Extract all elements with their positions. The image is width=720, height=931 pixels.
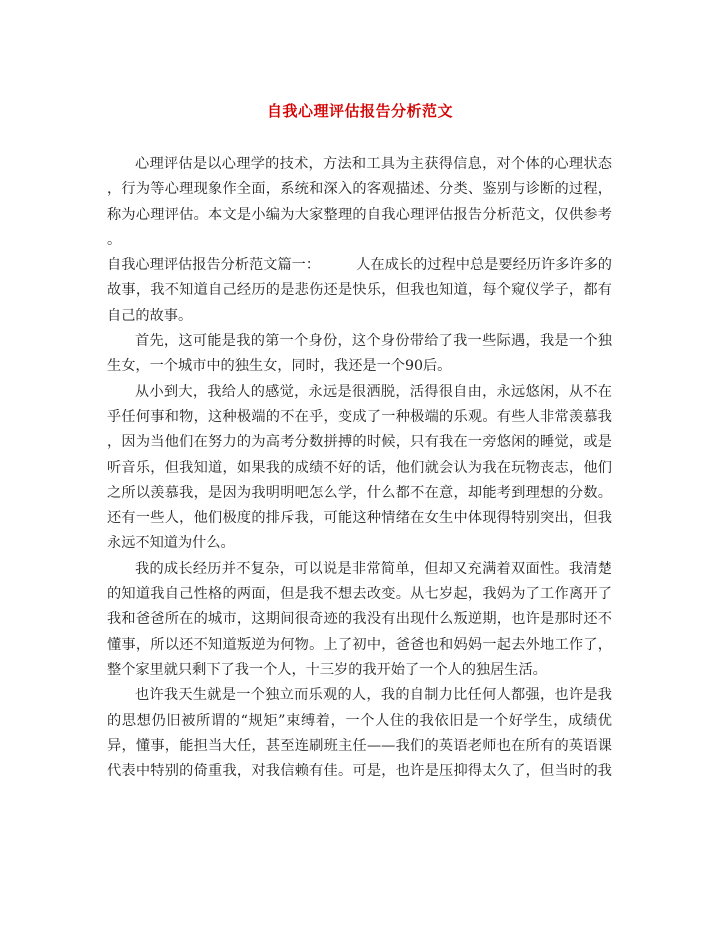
text-line: ，因为当他们在努力的为高考分数拼搏的时候，只有我在一旁悠闲的睡觉，或是: [107, 434, 612, 451]
text-line: 乎任何事和物，这种极端的不在乎，变成了一种极端的乐观。有些人非常羡慕我: [107, 408, 612, 425]
text-line: 之所以羡慕我，是因为我明明吧怎么学，什么都不在意，却能考到理想的分数。: [107, 484, 612, 501]
text-line: 我和爸爸所在的城市，这期间很奇迹的我没有出现什么叛逆期，也许是那时还不: [107, 611, 612, 628]
text-line: 也许我天生就是一个独立而乐观的人，我的自制力比任何人都强，也许是我: [135, 687, 612, 704]
text-line: 自己的故事。: [107, 307, 193, 324]
text-line: 还有一些人，他们极度的排斥我，可能这种情绪在女生中体现得特别突出，但我: [107, 510, 612, 527]
text-line: 整个家里就只剩下了我一个人，十三岁的我开始了一个人的独居生活。: [107, 661, 547, 678]
text-line: 的知道我自己性格的两面，但是我不想去改变。从七岁起，我妈为了工作离开了: [107, 586, 612, 603]
text-line: 的思想仍旧被所谓的“规矩”束缚着，一个人住的我依旧是一个好学生，成绩优: [107, 712, 612, 729]
text-line: 异，懂事，能担当大任，甚至连刷班主任——我们的英语老师也在所有的英语课: [107, 737, 612, 754]
text-line: 。: [107, 231, 122, 248]
text-line: 故事，我不知道自己经历的是悲伤还是快乐，但我也知道，每个窥仪学子，都有: [107, 282, 612, 299]
text-line: 我的成长经历并不复杂，可以说是非常简单，但却又充满着双面性。我清楚: [135, 560, 612, 577]
text-line: 从小到大，我给人的感觉，永远是很洒脱，活得很自由，永远悠闲，从不在: [135, 383, 612, 400]
text-line: 心理评估是以心理学的技术，方法和工具为主获得信息，对个体的心理状态: [135, 156, 612, 172]
text-line: ，行为等心理现象作全面，系统和深入的客观描述、分类、鉴别与诊断的过程，: [107, 181, 612, 198]
document-title: 自我心理评估报告分析范文: [266, 102, 453, 120]
text-line: 首先，这可能是我的第一个身份，这个身份带给了我一些际遇，我是一个独: [135, 333, 612, 350]
text-line: 代表中特别的倚重我，对我信赖有佳。可是，也许是压抑得太久了，但当时的我: [107, 763, 612, 780]
text-line: 自我心理评估报告分析范文篇一： 人在成长的过程中总是要经历许多许多的: [107, 257, 612, 274]
text-line: 懂事，所以还不知道叛逆为何物。上了初中，爸爸也和妈妈一起去外地工作了，: [107, 636, 612, 653]
text-line: 听音乐，但我知道，如果我的成绩不好的话，他们就会认为我在玩物丧志，他们: [107, 459, 612, 476]
document-body: [107, 152, 612, 784]
text-line: 永远不知道为什么。: [107, 535, 235, 552]
text-line: 生女，一个城市中的独生女，同时，我还是一个90后。: [107, 358, 452, 375]
text-line: 称为心理评估。本文是小编为大家整理的自我心理评估报告分析范文，仅供参考: [107, 206, 612, 223]
